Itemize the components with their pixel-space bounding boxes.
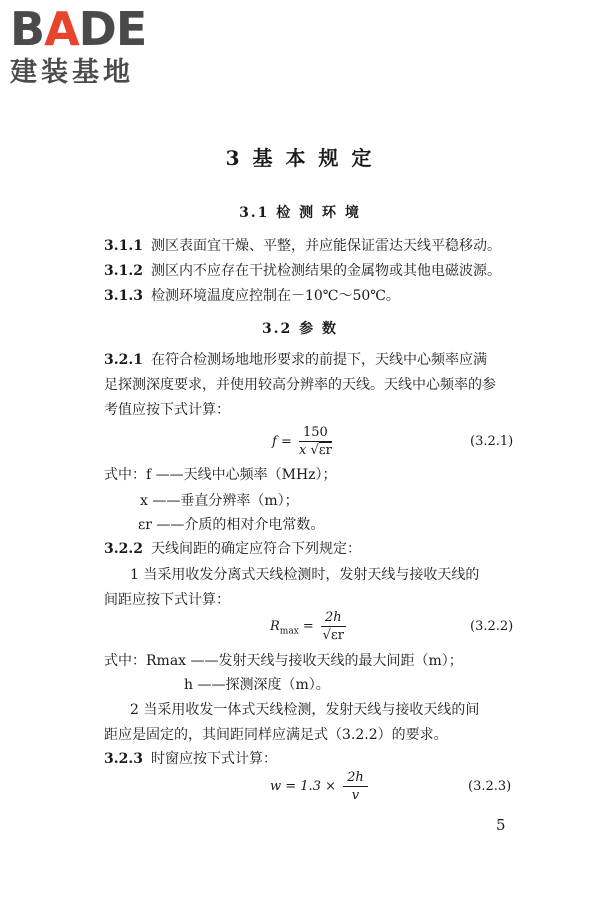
clause-3-2-2-item-1-line-2: 间距应按下式计算：	[104, 592, 230, 608]
equation-3-2-2: $R_{max}$ = $\frac{2h}{√\varepsilon r}$	[270, 609, 344, 643]
clause-3-2-2-item-2-line-2: 距应是固定的，其间距同样应满足式（3.2.2）的要求。	[104, 727, 448, 743]
logo-wordmark	[10, 2, 180, 56]
chapter-title: 3 基 本 规 定	[225, 146, 375, 170]
clause-3-1-1: 3.1.1 测区表面宜干燥、平整，并应能保证雷达天线平稳移动。	[104, 238, 501, 254]
where-3-2-1-eps: εr ——介质的相对介电常数。	[138, 517, 325, 533]
equation-3-2-1-number: (3.2.1)	[470, 434, 514, 449]
logo-letter-a: A	[44, 2, 79, 56]
section-3-1-title: 3.1 检 测 环 境	[239, 205, 361, 221]
where-3-2-1-f: 式中：f ——天线中心频率（MHz）；	[104, 467, 337, 483]
clause-3-2-3: 3.2.3 时窗应按下式计算：	[104, 751, 277, 767]
where-3-2-2-h: h ——探测深度（m）。	[184, 677, 330, 693]
page-number: 5	[496, 816, 506, 834]
equation-3-2-3-number: (3.2.3)	[468, 779, 512, 794]
equation-3-2-3-fraction: $\frac{2h}{v}$	[343, 769, 368, 805]
equation-3-2-1-fraction: $\frac{150}{x √\varepsilon r}$	[299, 425, 332, 458]
equation-3-2-1: f = $\frac{150}{x √\varepsilon r}$	[272, 425, 332, 458]
clause-3-2-1-line-1: 3.2.1 在符合检测场地地形要求的前提下，天线中心频率应满	[104, 352, 487, 368]
logo-subtitle: 建装基地	[10, 57, 134, 88]
clause-3-2-2-item-1-line-1: 1 当采用收发分离式天线检测时，发射天线与接收天线的	[130, 567, 480, 583]
equation-3-2-2-fraction: $\frac{2h}{√\varepsilon r}$	[322, 609, 344, 643]
clause-3-2-2-item-2-line-1: 2 当采用收发一体式天线检测，发射天线与接收天线的间	[130, 702, 480, 718]
logo-letter-b: B	[10, 2, 45, 56]
clause-3-2-1-line-3: 考值应按下式计算：	[104, 402, 230, 418]
logo-letters-de: DE	[78, 2, 147, 56]
equation-3-2-3: w = 1.3 × $\frac{2h}{v}$	[270, 768, 371, 806]
bade-logo	[10, 2, 180, 90]
clause-3-2-2: 3.2.2 天线间距的确定应符合下列规定：	[104, 541, 361, 557]
where-3-2-1-x: x ——垂直分辨率（m）；	[140, 493, 299, 509]
equation-3-2-2-number: (3.2.2)	[470, 619, 514, 634]
clause-3-1-2: 3.1.2 测区内不应存在干扰检测结果的金属物或其他电磁波源。	[104, 263, 501, 279]
clause-3-2-1-line-2: 足探测深度要求，并使用较高分辨率的天线。天线中心频率的参	[104, 377, 496, 393]
where-3-2-2-rmax: 式中：Rmax ——发射天线与接收天线的最大间距（m）；	[104, 653, 463, 669]
section-3-2-title: 3.2 参 数	[261, 321, 339, 337]
clause-3-1-3: 3.1.3 检测环境温度应控制在－10℃～50℃。	[104, 288, 400, 304]
